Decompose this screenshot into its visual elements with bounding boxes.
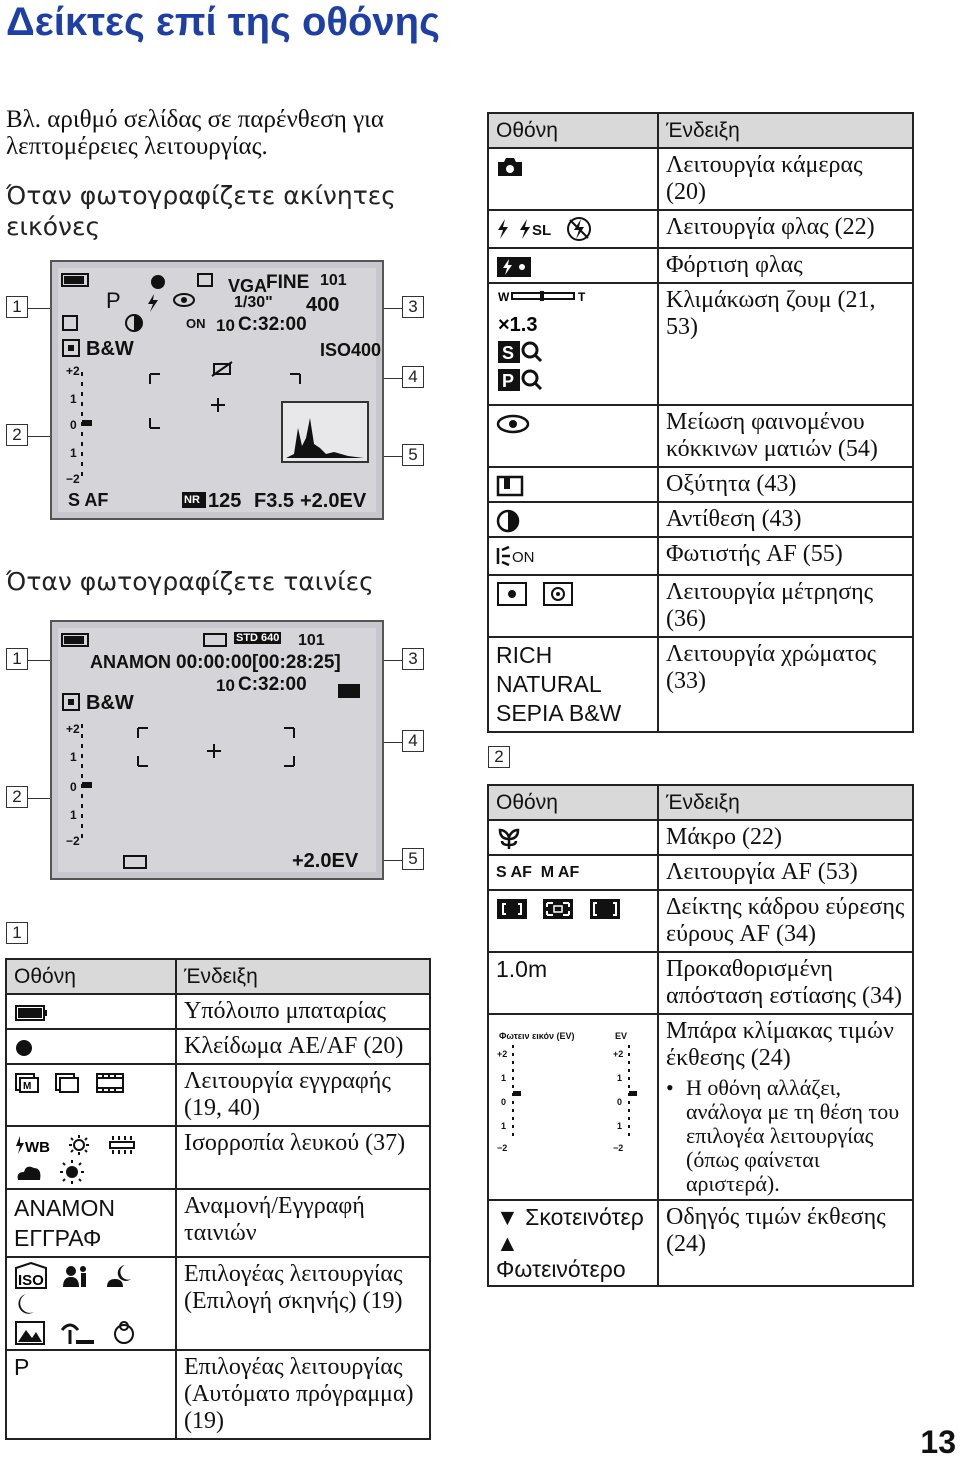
ev-bar-graphic [493,1039,653,1149]
marker-1: 1 [6,296,28,318]
still-shutter: 1/30" [234,294,273,311]
movie-remain: [00:28:25] [252,652,341,673]
table-right2-header-display: Οθόνη [488,785,658,820]
twilight-icon [105,1263,133,1289]
still-on: ON [186,316,206,331]
still-nr-val: 125 [208,490,242,512]
page-title: Δείκτες επί της οθόνης [6,0,440,44]
sharpness-icon [496,475,524,497]
table1-row-indication: Ισορροπία λευκού (37) [176,1126,430,1189]
daylight-icon [66,1134,92,1156]
table-right1-header-display: Οθόνη [488,113,658,148]
slow-sync-flash-icon [518,218,532,240]
ev-bar-note-text: Η οθόνη αλλάζει, ανάλογα με τη θέση του επιλογέα λειτουργίας (όπως φαίνεται αριστερά). [686,1075,900,1196]
ae-af-lock-icon [14,1038,34,1058]
table-right1-row-indication: Λειτουργία χρώματος (33) [658,637,913,732]
cloudy-icon [14,1160,44,1184]
svg-text:P: P [502,371,515,391]
marker-3: 3 [402,296,424,318]
marker-4-movie: 4 [402,730,424,752]
still-fnum: F3.5 [254,490,295,512]
flash-icon [496,218,510,240]
table-right1-row-indication: Μείωση φαινομένου κόκκινων ματιών (54) [658,405,913,467]
still-p-mode: P [106,288,121,313]
table1-row-indication: Επιλογέας λειτουργίας (Επιλογή σκηνής) (19) [176,1257,430,1350]
flash-wb-icon [14,1134,52,1156]
still-scale-m2: −2 [66,472,80,486]
movie-folder: 101 [298,632,325,649]
ev-scale-r-m2: −2 [613,1143,624,1153]
still-heading: Όταν φωτογραφίζετε ακίνητες εικόνες [6,181,396,241]
red-eye-icon [496,414,530,434]
still-scale-p2: +2 [66,364,80,378]
sun-icon [58,1159,86,1185]
still-scale-p1: 1 [70,392,77,406]
af-frame-center-icon [496,898,528,920]
ev-scale-p2: +2 [497,1049,508,1059]
table1 [5,958,431,1440]
movie-scale-m2: −2 [66,834,80,848]
movie-std: STD 640 [236,632,280,644]
table-right2-row-indication: Μάκρο (22) [658,820,913,855]
table1-header-display: Οθόνη [6,959,176,994]
table1-marker: 1 [6,922,28,944]
page-number: 13 [920,1424,956,1460]
still-bw: B&W [86,338,134,360]
svg-text:WB: WB [25,1138,50,1156]
table-right1-row-display [488,575,658,637]
table-right1-row-display [488,502,658,537]
still-folder: 101 [320,272,347,289]
table-right1 [487,112,914,733]
movie-scale-m1: 1 [70,808,77,822]
table1-row-indication: Επιλογέας λειτουργίας (Αυτόματο πρόγραμμα) (19) [176,1350,430,1439]
intro-text: Βλ. αριθμό σελίδας σε παρένθεση για λεπτομέρειες λειτουργίας. [6,106,384,160]
svg-text:T: T [578,290,586,304]
camera-icon [496,156,524,178]
marker-5-movie: 5 [402,848,424,870]
still-fine: FINE [266,272,310,293]
svg-text:M: M [23,1080,32,1092]
movie-rec-time: C:32:00 [238,674,307,695]
still-self-timer: 10 [216,316,235,335]
ev-scale-m2: −2 [497,1143,508,1153]
table1-row-indication: Λειτουργία εγγραφής (19, 40) [176,1064,430,1126]
still-ev: +2.0EV [300,490,367,512]
table-right1-row-indication: Κλιμάκωση ζουμ (21, 53) [658,283,913,405]
fluorescent-icon [107,1134,137,1156]
still-nr: NR [184,494,200,506]
slow-sync-label: SL [532,222,552,239]
ev-scale-r-m1: 1 [617,1121,623,1131]
movie-self-timer: 10 [216,676,235,695]
svg-text:ISO: ISO [18,1271,44,1289]
movie-ev: +2.0EV [292,850,359,872]
ev-scale-m1: 1 [501,1121,507,1131]
table1-row-indication: Αναμονή/Εγγραφή ταινιών [176,1189,430,1257]
movie-icon [95,1072,125,1094]
table1-row-display [6,994,176,1029]
table-right1-row-indication: Οξύτητα (43) [658,467,913,502]
ev-scale-r-p2: +2 [613,1049,624,1059]
table-right2-row-display [488,820,658,855]
table-right1-row-indication: Αντίθεση (43) [658,502,913,537]
table-right1-row-indication: Λειτουργία κάμερας (20) [658,148,913,210]
burst-icon [54,1072,80,1094]
ev-bar-label-left: Φωτειν εικόν (EV) [499,1031,575,1041]
still-vga: VGA [228,276,268,296]
still-screen [50,260,384,520]
still-scale-0: 0 [70,418,77,432]
table-right1-row-display [488,248,658,283]
movie-scale-0: 0 [70,780,77,794]
marker-5: 5 [402,444,424,466]
zoom-scale-icon [496,287,606,395]
center-metering-icon [542,581,574,607]
table-right1-row-display [488,405,658,467]
table-right2-row-indication [658,1014,913,1200]
still-rec-time: C:32:00 [238,314,307,335]
marker-4: 4 [402,366,424,388]
table-right2-row-indication: Λειτουργία AF (53) [658,855,913,890]
still-saf: S AF [68,490,109,510]
twilight-portrait-icon [62,1263,90,1289]
af-frame-multi-icon [542,898,574,920]
flash-charge-icon [496,256,532,278]
landscape-icon [14,1320,46,1346]
table-right2-row-display: S AF M AF [488,855,658,890]
af-illuminator-icon [496,546,512,566]
table-right2-row-indication: Δείκτης κάδρου εύρεσης εύρους AF (34) [658,890,913,952]
table-right1-row-display [488,283,658,405]
ev-scale-p1: 1 [501,1073,507,1083]
table-right2 [487,784,914,1287]
movie-time: 00:00:00 [176,652,253,673]
table-right2-row-indication: Οδηγός τιμών έκθεσης (24) [658,1200,913,1286]
spot-metering-icon [496,581,528,607]
movie-bw: B&W [86,692,134,714]
ev-bar-note [666,1076,906,1196]
table-right2-row-display: 1.0m [488,952,658,1014]
macro-icon [496,827,522,851]
table-right1-row-indication: Λειτουργία φλας (22) [658,210,913,248]
ev-bar-label-right: EV [615,1031,628,1041]
table-right1-row-display [488,467,658,502]
table-right1-row-display [488,537,658,575]
high-iso-icon [14,1262,48,1290]
moon-icon [14,1292,36,1318]
still-count: 400 [306,294,340,316]
svg-text:W: W [498,290,510,304]
movie-screen [50,620,384,880]
marker-1-movie: 1 [6,648,28,670]
table1-row-display [6,1126,176,1189]
table-right1-row-indication: Φωτιστής AF (55) [658,537,913,575]
table1-row-display [6,1257,176,1350]
table1-row-display [6,1064,176,1126]
af-frame-spot-icon [589,898,621,920]
ev-scale-r-p1: 1 [617,1073,623,1083]
svg-text:×1.3: ×1.3 [498,314,538,336]
ev-bar-indication: Μπάρα κλίμακας τιμών έκθεσης (24) [666,1018,894,1071]
beach-icon [60,1320,96,1346]
table-right1-row-display: RICH NATURAL SEPIA B&W [488,637,658,732]
bullet-icon: • [666,1075,674,1100]
movie-heading: Όταν φωτογραφίζετε ταινίες [6,567,374,596]
table-right2-marker: 2 [488,746,510,768]
ev-scale-r-0: 0 [617,1097,623,1107]
marker-2: 2 [6,424,28,446]
soft-snap-icon [111,1320,137,1346]
table-right2-row-indication: Προκαθορισμένη απόσταση εστίασης (34) [658,952,913,1014]
svg-text:S: S [502,343,515,363]
marker-3-movie: 3 [402,648,424,670]
table1-header-indication: Ένδειξη [176,959,430,994]
table1-row-indication: Κλείδωμα AE/AF (20) [176,1029,430,1064]
table-right2-row-display [488,1014,658,1200]
movie-scale-p2: +2 [66,722,80,736]
table-right2-row-display: ▼ Σκοτεινότερ ▲ Φωτεινότερο [488,1200,658,1286]
flash-off-icon [566,216,592,242]
battery-icon [14,1004,48,1022]
table1-row-display: ΑΝΑΜΟΝ ΕΓΓΡΑΦ [6,1189,176,1257]
marker-2-movie: 2 [6,786,28,808]
still-iso: ISO400 [320,340,382,360]
table-right2-header-indication: Ένδειξη [658,785,913,820]
table-right1-row-display [488,210,658,248]
table-right1-row-indication: Φόρτιση φλας [658,248,913,283]
multi-burst-icon [14,1072,40,1094]
table-right1-row-indication: Λειτουργία μέτρησης (36) [658,575,913,637]
still-scale-m1: 1 [70,446,77,460]
contrast-icon [496,509,520,533]
table1-row-indication: Υπόλοιπο μπαταρίας [176,994,430,1029]
table-right1-row-display [488,148,658,210]
af-illuminator-on: ON [512,549,535,566]
movie-scale-p1: 1 [70,750,77,764]
table-right2-row-display [488,890,658,952]
movie-standby: ΑΝΑΜΟΝ [90,652,171,672]
table1-row-display [6,1029,176,1064]
table-right1-header-indication: Ένδειξη [658,113,913,148]
ev-scale-0: 0 [501,1097,507,1107]
table1-row-display: P [6,1350,176,1439]
